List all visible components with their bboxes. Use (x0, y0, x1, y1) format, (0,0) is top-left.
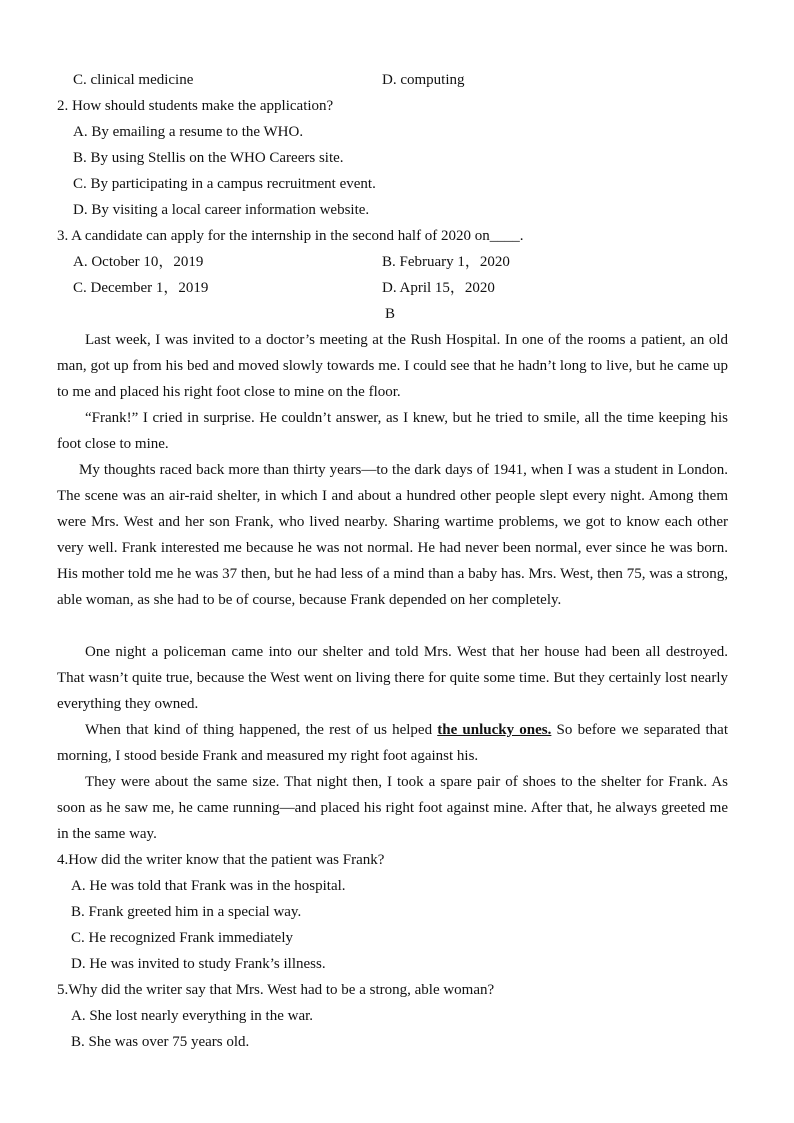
underlined-phrase: the unlucky ones. (437, 722, 552, 738)
q5-option-a: A. She lost nearly everything in the war. (71, 1008, 314, 1024)
q3-option-a: A. October 10，2019 (73, 254, 204, 270)
q2-option-b: B. By using Stellis on the WHO Careers site. (73, 150, 344, 166)
q5-option-b: B. She was over 75 years old. (71, 1034, 250, 1050)
paragraph-5-text-end: So before we separated that morning, I stood beside Frank and measured my right foot against his. (57, 722, 729, 764)
q2-option-d: D. By visiting a local career information website. (73, 202, 370, 218)
passage-paragraph-3: My thoughts raced back more than thirty years—to the dark days of 1941, when I was a student in London. The scene was an air-raid shelter, in which I and about a hundred other people slept every night. Among them were Mrs. West and her son Frank, who lived nearby. Sharing wartime problems, we got to know each other very well. Frank interested me because he was not normal. He had never been normal, ever since he was born. His mother told me he was 37 then, but he had less of a mind than a baby has. Mrs. West, then 75, was a strong, able woman, as she had to be of course, because Frank depended on her completely. (57, 462, 728, 608)
passage-paragraph-2: “Frank!” I cried in surprise. He couldn’t answer, as I knew, but he tried to smile, all the time keeping his foot close to mine. (57, 410, 728, 452)
q4-option-a: A. He was told that Frank was in the hospital. (71, 878, 346, 894)
q3-option-c: C. December 1，2019 (73, 280, 209, 296)
section-label: B (385, 306, 396, 322)
q4-stem: 4.How did the writer know that the patient was Frank? (57, 852, 385, 868)
q3-stem: 3. A candidate can apply for the internship in the second half of 2020 on____. (57, 228, 524, 244)
q2-option-c: C. By participating in a campus recruitment event. (73, 176, 376, 192)
paragraph-5-text-start: When that kind of thing happened, the rest of us helped (85, 722, 438, 738)
q5-stem: 5.Why did the writer say that Mrs. West had to be a strong, able woman? (57, 982, 495, 998)
q4-option-c: C. He recognized Frank immediately (71, 930, 294, 946)
q4-option-b: B. Frank greeted him in a special way. (71, 904, 302, 920)
q1-option-c: C. clinical medicine (73, 72, 194, 88)
passage-paragraph-6: They were about the same size. That night then, I took a spare pair of shoes to the shelter for Frank. As soon as he saw me, he came running—and placed his right foot against mine. After that, he always greeted me in the same way. (57, 774, 728, 842)
q2-stem: 2. How should students make the application? (57, 98, 334, 114)
q4-option-d: D. He was invited to study Frank’s illness. (71, 956, 326, 972)
passage-paragraph-1: Last week, I was invited to a doctor’s meeting at the Rush Hospital. In one of the rooms a patient, an old man, got up from his bed and moved slowly towards me. I could see that he hadn’t long to live, but he came up to me and placed his right foot close to mine on the floor. (57, 332, 728, 400)
q3-option-b: B. February 1，2020 (382, 254, 510, 270)
passage-paragraph-5 (57, 717, 728, 769)
q2-option-a: A. By emailing a resume to the WHO. (73, 124, 304, 140)
q3-option-d: D. April 15，2020 (382, 280, 495, 296)
passage-paragraph-4: One night a policeman came into our shelter and told Mrs. West that her house had been all destroyed. That wasn’t quite true, because the West went on living there for quite some time. But they certainly lost nearly everything they owned. (57, 644, 728, 712)
q1-option-d: D. computing (382, 72, 465, 88)
